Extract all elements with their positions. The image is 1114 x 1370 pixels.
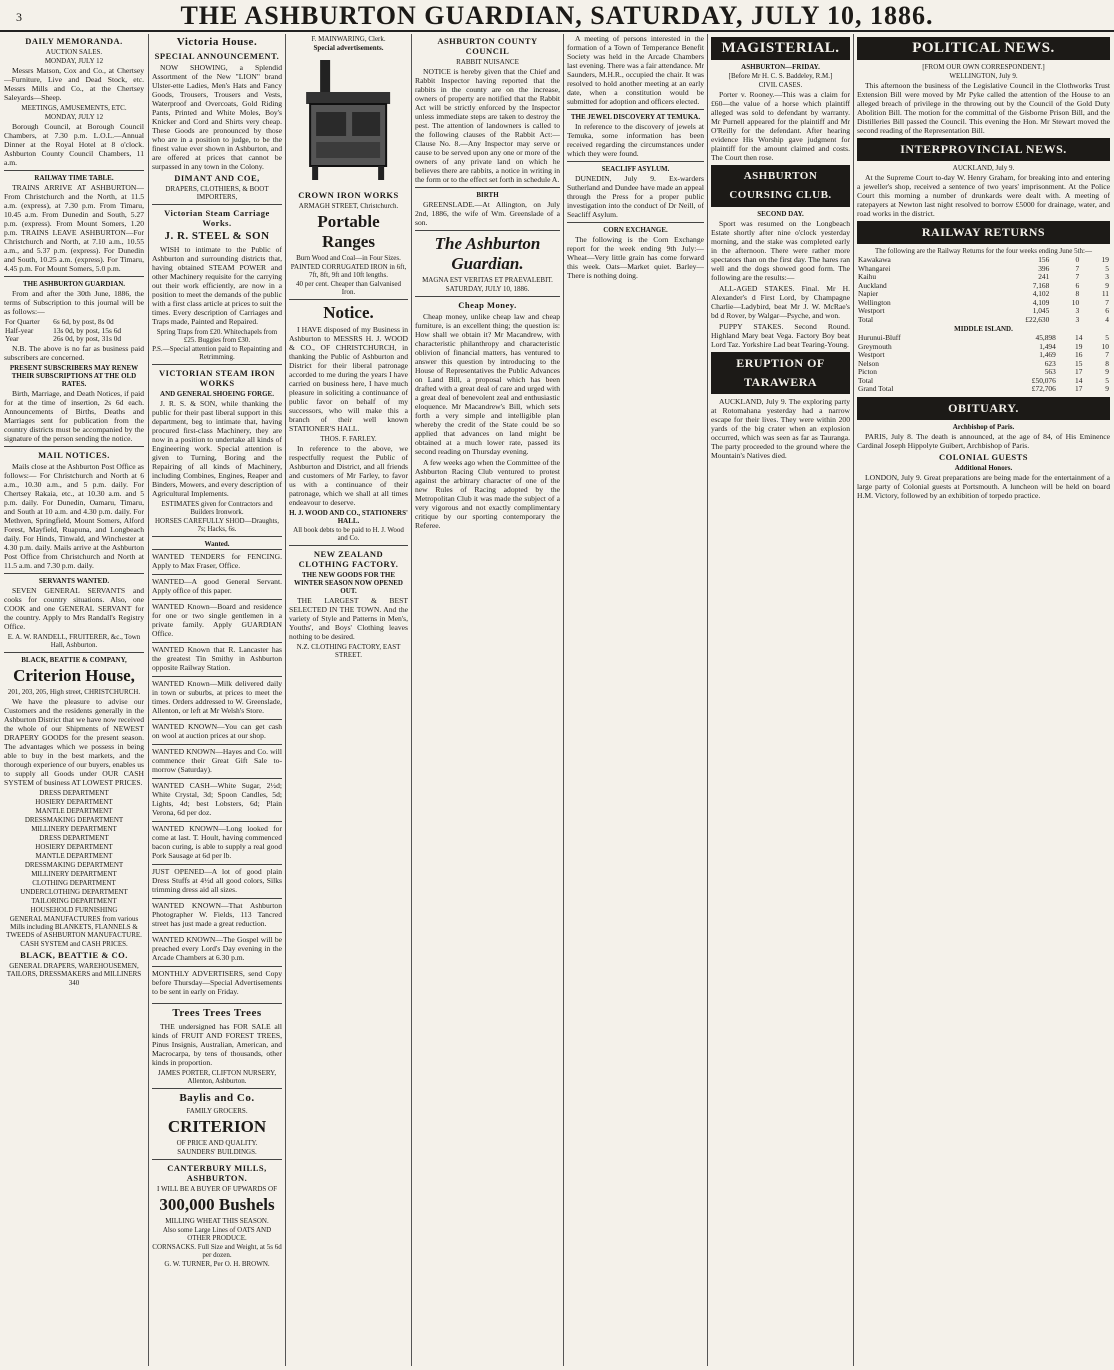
terms-table xyxy=(4,318,144,344)
railway-place: Kaihu xyxy=(858,272,877,281)
column-2 xyxy=(152,34,282,1366)
railway-amount: 45,898 xyxy=(1035,333,1056,342)
coursing-sub: SECOND DAY. xyxy=(757,210,804,218)
turner-signature: G. W. TURNER, Per O. H. BROWN. xyxy=(164,1260,270,1268)
beattie-footer: BLACK, BEATTIE & CO. xyxy=(20,949,128,960)
railway-note: The following are the Railway Returns for the four weeks ending June 5th:— xyxy=(875,247,1092,255)
railway-amount: 10 xyxy=(1101,341,1109,351)
trees-title: Trees Trees Trees xyxy=(172,1007,262,1019)
stove-leg xyxy=(312,166,318,180)
guardian-date: SATURDAY, JULY 10, 1886. xyxy=(445,285,530,293)
col5-text: A meeting of persons interested in the formation of a Town of Temperance Benefit Society was held in the Arcade Chambers last evening. There was a fair attendance. Mr Saunders, M.H.R., occupied the chair. It was resolved to hold another meeting at an early date, when a constitution would be submitted for adoption and officers elected. xyxy=(567,34,704,106)
wanted-ad xyxy=(152,719,282,744)
obituary-sub: Archbishop of Paris. xyxy=(952,422,1015,431)
railway-amount: 5 xyxy=(1105,333,1109,342)
column-rule xyxy=(707,34,708,1366)
railway-amount: 156 xyxy=(1038,255,1050,264)
table-row xyxy=(857,273,1110,282)
obituary-banner: OBITUARY. xyxy=(857,397,1110,420)
railway-table xyxy=(857,256,1110,324)
magisterial-sub: ASHBURTON—FRIDAY. xyxy=(741,63,820,71)
railway-amount: 16 xyxy=(1075,350,1083,359)
steam-carriage-title: Victorian Steam Carriage Works. xyxy=(164,208,270,228)
railway-place: Greymouth xyxy=(858,341,892,351)
railway-place: Hurunui-Bluff xyxy=(858,333,901,342)
spring-traps: Spring Traps from £20. Whitechapels from £25. Buggies from £30. xyxy=(156,328,278,344)
table-row xyxy=(857,282,1110,291)
railway-amount: 1,045 xyxy=(1032,306,1050,315)
crown-iron-works: CROWN IRON WORKS xyxy=(298,190,399,200)
divider xyxy=(152,536,282,537)
railway-place: Kawakawa xyxy=(858,255,891,264)
birth-text: GREENSLADE.—At Allington, on July 2nd, 1886, the wife of Wm. Greenslade of a son. xyxy=(415,200,560,227)
divider xyxy=(567,222,704,223)
intercolonial-banner: INTERPROVINCIAL NEWS. xyxy=(857,138,1110,161)
political-banner: POLITICAL NEWS. xyxy=(857,37,1110,60)
railway-amount: 19 xyxy=(1075,341,1083,351)
table-row xyxy=(857,316,1110,325)
ash-pan xyxy=(316,142,380,158)
guardian-motto: MAGNA EST VERITAS ET PRAEVALEBIT. xyxy=(422,276,553,284)
council-text: NOTICE is hereby given that the Chief and Rabbit Inspector having reported that the rabbits in the county are on the increase, owners of property are notified that the Rabbit Act will be strictly enforced by the Inspector unless immediate steps are taken to destroy the pest. The attention of landowners is called to the following clauses of the Rabbit Act:— Clause No. 8.—Any Inspector may serve or cause to be served upon any one or more of the owners of any private land on which he believes there are rabbits, a notice in writing in the form or to the effect set forth in schedule A. xyxy=(415,67,560,184)
department-item: HOSIERY DEPARTMENT xyxy=(35,842,113,851)
eruption-banner: ERUPTION OF TARAWERA xyxy=(711,352,850,394)
corn-head: CORN EXCHANGE. xyxy=(603,226,668,234)
railway-place: Auckland xyxy=(858,280,887,290)
trees-text: THE undersigned has FOR SALE all kinds of FRUIT AND FOREST TREES, Pinus Insignis, Australian, American, and Macrocarpa, by tens of thousands, other kinds in proportion. xyxy=(152,1022,282,1067)
wanted-ad-text: WANTED Known—Milk delivered daily in town or suburbs, at prices to meet the times. Orders addressed to W. Greenslade, Allenton, or left at Mr Welsh's Store. xyxy=(152,679,282,715)
galvanised-note: 40 per cent. Cheaper than Galvanised Iron. xyxy=(296,280,401,296)
puppy-stakes: PUPPY STAKES. Second Round. Highland Mary beat Vega. Factory Boy beat Lord Taz. Yorkshire Lad beat Tearing-Young. xyxy=(711,322,850,349)
railway-amount: 9 xyxy=(1105,280,1109,290)
coursing-results: ALL-AGED STAKES. Final. Mr H. Alexander's d First Lord, by Champagne Charlie—Ladybird, beat Mr J. W. McRae's bd d Rover, by Walgar—Psyche, and won. xyxy=(711,284,850,320)
cornsacks: CORNSACKS. Full Size and Weight, at 5s 6d per dozen. xyxy=(152,1243,282,1259)
steel-son-title: J. R. STEEL & SON xyxy=(164,230,270,242)
department-item: HOSIERY DEPARTMENT xyxy=(35,797,113,806)
railway-amount: 4 xyxy=(1105,314,1109,324)
oven-door xyxy=(352,112,380,136)
railway-place: Picton xyxy=(858,367,877,376)
page-number: 3 xyxy=(16,10,22,24)
iron-works-sub: AND GENERAL SHOEING FORGE. xyxy=(160,390,274,398)
victoria-house-text: NOW SHOWING, a Splendid Assortment of the New "LION" brand Ulster-ette Ladies, Men's Hats and Fancy Goods, Trousers, Trousers and Vests, Waterproof and Overcoats, Gold Riding Pants, Printed and White Moles, Boy's Knicker and Cord and Shirts very cheap. These Goods are pronounced by those who are in a position to judge, to be the finest value ever shown in Ashburton, and are offered at prices that cannot be surpassed in any town in the Colony. xyxy=(152,63,282,171)
wanted-ad-text: WANTED KNOWN—Hayes and Co. will commence their Great Gift Sale to-morrow (Saturday). xyxy=(152,747,282,774)
monthly-advertisers: MONTHLY ADVERTISERS, send Copy before Thursday—Special Advertisements to be sent in early on Friday. xyxy=(152,966,282,1000)
column-rule xyxy=(285,34,286,1366)
department-item: UNDERCLOTHING DEPARTMENT xyxy=(20,887,128,896)
coursing-banner: ASHBURTON COURSING CLUB. xyxy=(711,165,850,207)
dimant-coe-sub: DRAPERS, CLOTHIERS, & BOOT IMPORTERS, xyxy=(165,185,269,201)
table-row xyxy=(857,368,1110,377)
bushels-text: Also some Large Lines of OATS AND OTHER PRODUCE. xyxy=(162,1226,272,1242)
department-item: DRESS DEPARTMENT xyxy=(39,788,109,797)
railway-amount: 7 xyxy=(1075,272,1080,281)
table-row xyxy=(857,385,1110,394)
masthead xyxy=(0,0,1114,32)
railway-amount: 15 xyxy=(1075,358,1083,368)
magisterial-banner: MAGISTERIAL. xyxy=(711,37,850,60)
political-text: This afternoon the business of the Legislative Council in the Clothworks Trust Extension Bill were moved by Mr Pyke called the attention of the House to an alleged breach of privilege in the throwing out by the Council of the Gold Duty Abolition Bill. The motion for the committal of the Gisborne Prison Bill, and the Distilleries Bill passed the Council. This evening the Hon. Mr Stewart moved the second reading of the Representation Bill. xyxy=(857,81,1110,135)
farley-signature: THOS. F. FARLEY. xyxy=(320,435,377,443)
divider xyxy=(4,652,144,653)
railway-amount: 241 xyxy=(1038,272,1050,281)
rabbit-nuisance: RABBIT NUISANCE xyxy=(456,58,519,66)
divider xyxy=(289,545,408,546)
column-3 xyxy=(289,34,408,1366)
victoria-house-sub: SPECIAL ANNOUNCEMENT. xyxy=(154,51,280,61)
wanted-ad-text: WANTED—A good General Servant. Apply office of this paper. xyxy=(152,577,282,595)
servants-title: SERVANTS WANTED. xyxy=(38,576,110,585)
department-item: MANTLE DEPARTMENT xyxy=(35,806,113,815)
railway-amount: 7,168 xyxy=(1032,280,1050,290)
railway-table xyxy=(857,334,1110,394)
wanted-ad xyxy=(152,599,282,642)
jewel-head: THE JEWEL DISCOVERY AT TEMUKA. xyxy=(570,113,701,121)
saunders-buildings: SAUNDERS' BUILDINGS. xyxy=(177,1148,257,1156)
present-subscribers: PRESENT SUBSCRIBERS MAY RENEW THEIR SUBSCRIPTIONS AT THE OLD RATES. xyxy=(9,363,139,388)
railway-amount: 5 xyxy=(1105,263,1109,273)
table-row xyxy=(857,377,1110,386)
divider xyxy=(152,1159,282,1160)
table-row xyxy=(857,299,1110,308)
meetings-head: MEETINGS, AMUSEMENTS, ETC. xyxy=(21,104,127,112)
colonial-sub: Additional Honors. xyxy=(954,463,1013,472)
table-row xyxy=(857,256,1110,265)
portable-ranges: Portable Ranges xyxy=(317,212,380,251)
manufactures: GENERAL MANUFACTURES from various Mills including BLANKETS, FLANNELS & TWEEDS of ASHBURTON MANUFACTURE. xyxy=(6,914,142,939)
middle-island: MIDDLE ISLAND. xyxy=(954,325,1013,333)
wanted-ad-text: WANTED KNOWN—The Gospel will be preached every Lord's Day evening in the Arcade Chambers at 6.30 p.m. xyxy=(152,935,282,962)
railway-amount: 7 xyxy=(1075,263,1080,273)
railway-place: Nelson xyxy=(858,358,879,368)
notice-text: I HAVE disposed of my Business in Ashburton to MESSRS H. J. WOOD & CO., OF CHRISTCHURCH, in thanking the Public of Ashburton and District for their liberal patronage accorded to me during the years I have carried on business here, I have much pleasure in soliciting a continuance of public favor on behalf of my successors, who will make this a branch of their well known STATIONER'S HALL. xyxy=(289,325,408,433)
divider xyxy=(415,230,560,231)
criterion-house-title: Criterion House, xyxy=(13,665,135,685)
stove-chimney xyxy=(320,60,330,94)
nz-clothing-sub: THE NEW GOODS FOR THE WINTER SEASON NOW OPENED OUT. xyxy=(294,571,403,595)
railway-amount: 9 xyxy=(1105,367,1109,376)
political-from: [FROM OUR OWN CORRESPONDENT.] xyxy=(922,63,1045,71)
railway-amount: £50,076 xyxy=(1031,375,1056,385)
criterion-sub: OF PRICE AND QUALITY. xyxy=(176,1139,258,1147)
divider xyxy=(152,364,282,365)
crown-iron-works-sub: ARMAGH STREET, Christchurch. xyxy=(298,202,399,210)
railway-place: Total xyxy=(858,314,874,324)
guardian-terms-text: From and after the 30th June, 1886, the terms of Subscription to this journal will be as follows:— xyxy=(4,289,144,316)
nz-clothing-title: NEW ZEALAND CLOTHING FACTORY. xyxy=(298,549,399,569)
railway-amount: 3 xyxy=(1105,272,1109,281)
divider xyxy=(567,161,704,162)
divider xyxy=(4,276,144,277)
wanted-ad-text: WANTED Known—Board and residence for one or two single gentlemen in a private family. Apply GUARDIAN Office. xyxy=(152,602,282,638)
divider xyxy=(289,299,408,300)
terms-note: N.B. The above is no far as business paid subscribers are concerned. xyxy=(4,343,144,362)
wanted-ad xyxy=(152,932,282,966)
cheap-money-title: Cheap Money. xyxy=(458,300,517,310)
railway-place: Wellington xyxy=(858,297,891,307)
stove-door xyxy=(316,112,346,136)
wanted-head: Wanted. xyxy=(204,540,230,548)
column-4 xyxy=(415,34,560,1366)
canterbury-mills: CANTERBURY MILLS, ASHBURTON. xyxy=(167,1163,267,1183)
wanted-ad-text: WANTED TENDERS for FENCING. Apply to Max Fraser, Office. xyxy=(152,552,282,570)
rail-text: TRAINS ARRIVE AT ASHBURTON—From Christchurch and the North, at 11.5 a.m. (express), at 7.30 p.m. From Timaru, 10.45 a.m. From Dunedin and South, 5.27 p.m. (express). From Mount Somers, 1.20 p.m. TRAINS LEAVE ASHBURTON—For Christchurch and North, at 7.10 a.m., 10.55 a.m., and 5.37 p.m. (express). For Dunedin and South, 10.25 a.m. (express). For Timaru, 4.45 p.m. For Mount Somers, 5.0 p.m. xyxy=(4,183,144,273)
railway-amount: 0 xyxy=(1075,255,1080,264)
iron-works-title: VICTORIAN STEAM IRON WORKS xyxy=(158,368,276,388)
railway-amount: 14 xyxy=(1075,333,1083,342)
column-6 xyxy=(711,34,850,1366)
ranges-text: Burn Wood and Coal—in Four Sizes. xyxy=(296,254,401,262)
department-list xyxy=(4,789,144,914)
railway-amount: 563 xyxy=(1044,367,1056,376)
estimates: ESTIMATES given for Contractors and Builders Ironwork. xyxy=(161,500,273,516)
magisterial-before: [Before Mr H. C. S. Baddeley, R.M.] xyxy=(728,72,833,80)
column-7 xyxy=(857,34,1110,1366)
notice-title: Notice. xyxy=(323,303,374,322)
corn-text: The following is the Corn Exchange report for the week ending 9th July:— Wheat—Very little grain has come forward this week. Oats—Market quiet. Barley—There is nothing doing. xyxy=(567,235,704,280)
notices-text: Birth, Marriage, and Death Notices, if paid for at the time of insertion, 2s 6d each. Announcements of Births, Deaths and Marriages sent for publication from the country districts must be accompanied by the signature of the person sending the notice. xyxy=(4,388,144,443)
wood-text: In reference to the above, we respectfully request the Public of Ashburton and District, and all friends and customers of Mr Farley, to favor us with a continuance of their patronage, which we shall at all times endeavour to deserve. xyxy=(289,444,408,507)
civil-cases: CIVIL CASES. xyxy=(758,81,803,89)
railway-amount: 7 xyxy=(1105,297,1109,307)
wanted-ad xyxy=(152,574,282,599)
table-row xyxy=(857,351,1110,360)
meetings-date: MONDAY, JULY 12 xyxy=(44,113,104,121)
corrugated-iron: PAINTED CORRUGATED IRON in 6ft, 7ft, 8ft, 9ft and 10ft lengths. xyxy=(290,263,407,279)
wanted-ad xyxy=(152,821,282,864)
intercolonial-text: At the Supreme Court to-day W. Henry Graham, for breaking into and entering a jeweller's shop, received a sentence of two years' imprisonment. At the Police Court this morning a number of drunkards were dealt with. A meeting of ratepayers at Newton last night resolved to borrow £5000 for drainage, water, and road works in the district. xyxy=(857,173,1110,218)
col4-tail-text: A few weeks ago when the Committee of the Ashburton Racing Club ventured to protest against the arbitrary character of one of the new Rules of Racing adopted by the Metropolitan Club it was made the subject of a very vigorous and not exactly complimentary critique by our sporting contemporary the Referee. xyxy=(415,458,560,530)
trees-signature: JAMES PORTER, CLIFTON NURSERY, Allenton, Ashburton. xyxy=(157,1069,277,1085)
table-row: Year 26s 0d, by post, 31s 0d xyxy=(5,334,122,343)
railway-amount: 1,469 xyxy=(1039,350,1056,359)
wanted-ad-text: WANTED KNOWN—Long looked for come at last. T. Hoult, having commenced bacon curing, is able to supply a real good Pork Sausage at 6d per lb. xyxy=(152,824,282,860)
bushels-title: 300,000 Bushels xyxy=(159,1195,275,1214)
newspaper-title: THE ASHBURTON GUARDIAN, SATURDAY, JULY 10, 1886. xyxy=(180,1,934,30)
birth-head: BIRTH xyxy=(476,191,499,199)
railway-place: Total xyxy=(858,375,874,385)
guardian-nameplate: The Ashburton Guardian. xyxy=(434,234,541,273)
iron-works-text: J. R. S. & SON, while thanking the public for their past liberal support in this department, beg to intimate that, having procured first-class Machinery, they are now in a position to undertake all kinds of Engineering work. Special attention is given to Turning, Boring and the Repairing of all kinds of Machinery, including Combines, Engines, Reaper and Binders, Mowers, and every description of Agricultural Implements. xyxy=(152,399,282,498)
railway-amount: 6 xyxy=(1105,306,1109,315)
divider xyxy=(567,109,704,110)
railway-amount: 7 xyxy=(1105,350,1109,359)
railway-amount: 4,109 xyxy=(1032,297,1050,307)
department-item: DRESSMAKING DEPARTMENT xyxy=(24,860,124,869)
political-dateline: WELLINGTON, July 9. xyxy=(949,72,1018,80)
magisterial-text: Porter v. Rooney.—This was a claim for £60—the value of a horse which plaintiff alleged was sold to defendant by warranty. Mr Purnell appeared for the plaintiff and Mr O'Reilly for the defendant. After hearing evidence His Worship gave judgment for plaintiff for the amount claimed and costs. The Court then rose. xyxy=(711,90,850,162)
column-1 xyxy=(4,34,144,1366)
railway-place: Westport xyxy=(858,306,885,315)
railway-amount: 10 xyxy=(1071,297,1080,307)
intercolonial-dateline: AUCKLAND, July 9. xyxy=(952,164,1015,172)
table-row xyxy=(857,265,1110,274)
stove-top xyxy=(306,92,390,104)
guardian-terms-title: THE ASHBURTON GUARDIAN. xyxy=(22,280,126,288)
criterion-title: CRITERION xyxy=(167,1117,267,1136)
nz-clothing-text: THE LARGEST & BEST SELECTED IN THE TOWN. And the variety of Style and Patterns in Men's, Youths', and Boys' Clothing leaves nothing to be desired. xyxy=(289,596,408,641)
eruption-text: AUCKLAND, July 9. The exploring party at Rotomahana yesterday had a narrow escape for their lives. They were within 200 yards of the big crater when an explosion occurred, which was seen as far as Tauranga. The party proceeded to the ground where the Mountain's Natives died. xyxy=(711,397,850,460)
obituary-text: PARIS, July 8. The death is announced, at the age of 84, of His Eminence Cardinal Joseph Hippolyte Guibert, Archbishop of Paris. xyxy=(857,431,1110,450)
cash-system: CASH SYSTEM and CASH PRICES. xyxy=(20,939,128,948)
railway-place: Grand Total xyxy=(858,384,894,393)
fruiterer: E. A. W. RANDELL, FRUITERER, &c., Town Hall, Ashburton. xyxy=(7,632,141,649)
auction-date: MONDAY, JULY 12 xyxy=(44,57,104,65)
auction-text: Messrs Matson, Cox and Co., at Chertsey—Furniture, Live and Dead Stock, etc. Messrs Mills and Co., at the Chertsey Saleyards—Sheep. xyxy=(4,66,144,102)
railway-amount: 19 xyxy=(1101,255,1109,264)
railway-amount: £72,706 xyxy=(1031,384,1056,393)
council-title: ASHBURTON COUNTY COUNCIL xyxy=(437,36,538,56)
baylis-title: Baylis and Co. xyxy=(179,1092,255,1104)
department-item: MILLINERY DEPARTMENT xyxy=(31,824,117,833)
table-row xyxy=(857,360,1110,369)
horses-shod: HORSES CAREFULLY SHOD—Draughts, 7s; Hacks, 6s. xyxy=(154,517,280,533)
railway-amount: 1,494 xyxy=(1039,341,1056,351)
mail-title: MAIL NOTICES. xyxy=(38,449,110,460)
department-item: HOUSEHOLD FURNISHING xyxy=(30,905,118,914)
ad-number: 340 xyxy=(68,978,80,987)
table-row xyxy=(857,334,1110,343)
column-5 xyxy=(567,34,704,1366)
railway-amount: 17 xyxy=(1075,367,1083,376)
column-rule xyxy=(563,34,564,1366)
colonial-text: LONDON, July 9. Great preparations are being made for the entertainment of a large party of Colonial guests at Portsmouth. A luncheon will be held on board H.M. Victory, followed by an exhibition of torpedo practice. xyxy=(857,472,1110,500)
railway-amount: 8 xyxy=(1105,358,1109,368)
divider xyxy=(415,296,560,297)
beattie-footer-sub: GENERAL DRAPERS, WAREHOUSEMEN, TAILORS, DRESSMAKERS and MILLINERS xyxy=(6,961,142,978)
railway-amount: £22,630 xyxy=(1025,314,1050,324)
wood-bills: All book debts to be paid to H. J. Wood and Co. xyxy=(293,526,404,542)
cheap-money-text: Cheap money, unlike cheap law and cheap furniture, is an excellent thing; the question is: How shall we obtain it? Mr Macandrew, with characteristic philanthropy and characteristic oblivion of financial matters, has ventured to answer this question by introducing to the House of Representatives the Public Advances on Land Bill, a proposal which has been drafted with a great deal of care and urged with a great deal of benevolent zeal and enthusiastic eloquence. Mr Macandrew's Bill, which sets forth a very simple and intelligible plan whereby the credit of the State could be so applied that advances on land might be obtained at a much lower rate, passed its second reading on Thursday evening. xyxy=(415,312,560,456)
column-rule xyxy=(411,34,412,1366)
wanted-ad xyxy=(152,549,282,574)
railway-amount: 623 xyxy=(1044,358,1056,368)
bushels-intro: I WILL BE A BUYER OF UPWARDS OF xyxy=(157,1185,277,1193)
asylum-head: SEACLIFF ASYLUM. xyxy=(601,165,670,173)
coursing-text: Sport was resumed on the Longbeach Estate shortly after nine o'clock yesterday morning, and the stake was completed early in the afternoon. There were rather more spectators than on the first day. The hares ran well and the dogs showed good form. The following are the results:— xyxy=(711,219,850,282)
wanted-ad xyxy=(152,744,282,778)
wanted-ad xyxy=(152,778,282,821)
railway-amount: 11 xyxy=(1101,289,1109,298)
railway-place: Napier xyxy=(858,289,879,298)
nz-clothing-footer: N.Z. CLOTHING FACTORY, EAST STREET. xyxy=(296,643,401,659)
wanted-ad-text: WANTED KNOWN—You can get cash on wool at auction prices at our shop. xyxy=(152,722,282,740)
wood-signature: H. J. WOOD AND CO., STATIONERS' HALL. xyxy=(289,509,408,525)
wanted-ad-text: WANTED CASH—White Sugar, 2½d; White Crystal, 3d; Spoon Candles, 5d; Lights, 4d; best Lobsters, 6d; Plain Verona, 6d per doz. xyxy=(152,781,282,817)
railway-amount: 3 xyxy=(1075,306,1080,315)
column-rule xyxy=(148,34,149,1366)
wanted-list xyxy=(152,549,282,966)
department-item: MILLINERY DEPARTMENT xyxy=(31,869,117,878)
railway-amount: 396 xyxy=(1038,263,1050,273)
wanted-ad xyxy=(152,864,282,898)
memoranda-title: DAILY MEMORANDA. xyxy=(25,36,123,46)
divider xyxy=(4,573,144,574)
auction-head: AUCTION SALES. xyxy=(45,48,103,56)
mainwaring-clerk: F. MAINWARING, Clerk. xyxy=(311,35,386,43)
railway-amount: 9 xyxy=(1105,384,1109,393)
jewel-text: In reference to the discovery of jewels at Temuka, some information has been received regarding the circumstances under which they were found. xyxy=(567,122,704,158)
divider xyxy=(4,446,144,447)
divider xyxy=(4,170,144,171)
column-rule xyxy=(853,34,854,1366)
mail-text: Mails close at the Ashburton Post Office as follows:— For Christchurch and North at 6 a.m., 10.30 a.m., and 5 p.m. daily. For Chertsey Rakaia, etc., at 10.30 a.m. and 5 p.m. daily. For Dunedin, Oamaru, Timaru, and South at 10 a.m. and 4.30 p.m. daily. For Methven, Springfield, Mount Somers, Alford Forest, Mayfield, Ruapuna, and Longbeach daily. For Hinds, Tinwald, and Winchester at 4.30 p.m. daily. Mails arrive at the Ashburton Post Office from Christchurch and North at 11.5 a.m. and 7.30 p.m. daily. xyxy=(4,461,144,570)
wanted-ad-text: JUST OPENED—A lot of good plain Dress Stuffs at 4½d all good colors, Silks trimming dress aid all sizes. xyxy=(152,867,282,894)
wanted-ad-text: WANTED KNOWN—That Ashburton Photographer W. Fields, 113 Tancred street has just made a great reduction. xyxy=(152,901,282,928)
railway-place: Westport xyxy=(858,350,885,359)
railway-amount: 5 xyxy=(1105,375,1109,385)
victoria-house-title: Victoria House. xyxy=(176,36,258,48)
rail-title: RAILWAY TIME TABLE. xyxy=(34,174,114,182)
railway-amount: 8 xyxy=(1075,289,1080,298)
steel-son-text: WISH to intimate to the Public of Ashburton and surrounding districts that, having obtained STEAM POWER and other Machinery requisite for the carrying out their work efficiently, are now in a position to meet the demands of the public with a first class article at prices to suit the times. Every description of Carriages and Traps made, Painted and Repaired. xyxy=(152,245,282,326)
wanted-ad xyxy=(152,642,282,676)
beattie-head: BLACK, BEATTIE & COMPANY, xyxy=(21,655,127,664)
servants-text: SEVEN GENERAL SERVANTS and cooks for country situations. Also, one COOK and one GENERAL SERVANT for the country. Apply to Mrs Randall's Registry Office. xyxy=(4,585,144,631)
department-item: DRESS DEPARTMENT xyxy=(39,833,109,842)
divider xyxy=(415,187,560,188)
wanted-ad xyxy=(152,676,282,719)
wanted-ad xyxy=(152,898,282,932)
railway-amount: 6 xyxy=(1075,280,1080,290)
department-item: TAILORING DEPARTMENT xyxy=(31,896,117,905)
railway-amount: 14 xyxy=(1075,375,1083,385)
railway-amount: 3 xyxy=(1075,314,1080,324)
colonial-title: COLONIAL GUESTS xyxy=(939,451,1028,462)
wanted-ad-text: WANTED Known that R. Lancaster has the greatest Tin Smithy in Ashburton opposite Railway Station. xyxy=(152,645,282,672)
baylis-sub: FAMILY GROCERS. xyxy=(186,1107,248,1115)
table-row: For Quarter 6s 6d, by post, 8s 0d xyxy=(5,317,114,326)
department-item: DRESSMAKING DEPARTMENT xyxy=(24,815,124,824)
stove-illustration xyxy=(291,56,405,186)
railway-amount: 4,102 xyxy=(1032,289,1050,298)
railway-place: Whangarei xyxy=(858,263,891,273)
asylum-text: DUNEDIN, July 9. Ex-warders Sutherland and Dundee have made an appeal through the Press for a proper public investigation into the conduct of Dr Neill, of Seacliff Asylum. xyxy=(567,174,704,219)
divider xyxy=(152,1003,282,1004)
railway-banner: RAILWAY RETURNS xyxy=(857,221,1110,244)
special-advertisements: Special advertisements. xyxy=(313,44,384,52)
meetings-text: Borough Council, at Borough Council Chambers, at 7.30 p.m. L.O.L.—Annual Dinner at the Royal Hotel at 8 o'clock. Ashburton County Council Chambers, 11 a.m. xyxy=(4,122,144,167)
table-row xyxy=(857,343,1110,352)
criterion-text: We have the pleasure to advise our Customers and the residents generally in the Ashburton District that we have now received the whole of our Shipments of NEWEST DRAPERY GOODS for the present season. The advantages which we possess in being able to buy in the best markets, and the thorough experience of our buyers, enables us to supply all Goods under OUR CASH SYSTEM of business AT LOWEST PRICES. xyxy=(4,696,144,787)
table-row: Half-year 13s 0d, by post, 15s 6d xyxy=(5,325,122,335)
railway-amount: 17 xyxy=(1075,384,1083,393)
postscript: P.S.—Special attention paid to Repainting and Retrimming. xyxy=(152,345,282,361)
dimant-coe: DIMANT AND COE, xyxy=(174,173,260,183)
divider xyxy=(152,1088,282,1089)
table-row xyxy=(857,307,1110,316)
department-item: CLOTHING DEPARTMENT xyxy=(32,878,116,887)
stove-leg xyxy=(378,166,384,180)
divider xyxy=(152,204,282,205)
criterion-address: 201, 203, 205, High street, CHRISTCHURCH. xyxy=(7,687,141,696)
bushels-sub: MILLING WHEAT THIS SEASON. xyxy=(165,1217,269,1225)
department-item: MANTLE DEPARTMENT xyxy=(35,851,113,860)
